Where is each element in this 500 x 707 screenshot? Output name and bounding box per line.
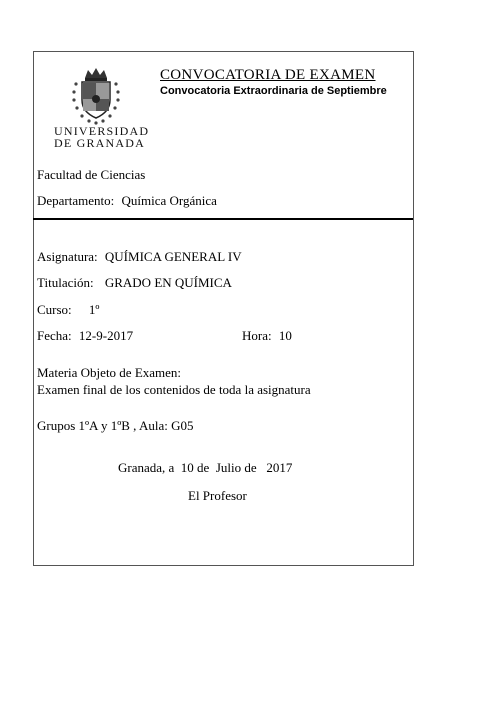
section-divider xyxy=(33,218,413,220)
degree-line xyxy=(37,275,232,291)
course-value: 1º xyxy=(88,302,100,317)
subject-label: Asignatura: xyxy=(37,249,98,264)
date-line xyxy=(37,328,133,344)
university-name-line1: UNIVERSIDAD xyxy=(54,124,150,138)
date-label: Fecha: xyxy=(37,328,72,343)
time-value: 10 xyxy=(278,328,292,343)
exam-subject-value: Examen final de los contenidos de toda la asignatura xyxy=(37,382,311,397)
degree-label: Titulación: xyxy=(37,275,94,290)
document-title: CONVOCATORIA DE EXAMEN xyxy=(160,67,376,83)
department-line xyxy=(37,193,217,209)
time-label: Hora: xyxy=(242,328,272,343)
department-value: Química Orgánica xyxy=(121,193,217,208)
subject-line xyxy=(37,249,242,265)
faculty-name: Facultad de Ciencias xyxy=(37,167,146,182)
document-subtitle: Convocatoria Extraordinaria de Septiembre xyxy=(160,85,387,97)
signature-signer: El Profesor xyxy=(188,488,247,503)
course-line xyxy=(37,302,99,318)
subject-value: QUÍMICA GENERAL IV xyxy=(104,249,242,264)
exam-subject-label: Materia Objeto de Examen: xyxy=(37,365,182,380)
degree-value: GRADO EN QUÍMICA xyxy=(104,275,232,290)
department-label: Departamento: xyxy=(37,193,115,208)
university-name-line2: DE GRANADA xyxy=(54,136,145,150)
signature-place-date: Granada, a 10 de Julio de 2017 xyxy=(118,460,293,475)
groups-classroom: Grupos 1ºA y 1ºB , Aula: G05 xyxy=(37,418,194,433)
date-value: 12-9-2017 xyxy=(78,328,134,343)
time-line xyxy=(242,328,292,344)
university-crest-icon xyxy=(68,66,124,126)
course-label: Curso: xyxy=(37,302,72,317)
